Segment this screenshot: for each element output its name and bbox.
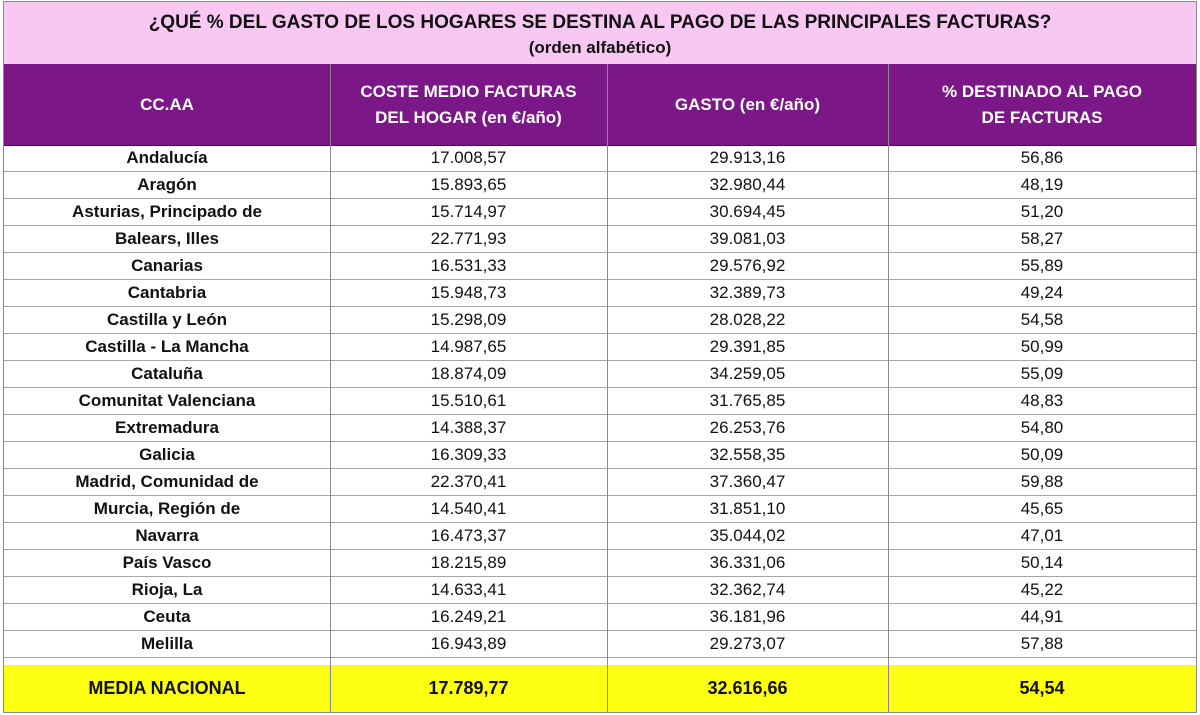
percent-cell: 48,83	[1020, 391, 1064, 410]
table-row	[4, 172, 1196, 199]
spending-cell: 34.259,05	[709, 364, 786, 383]
region-cell: Aragón	[137, 175, 197, 194]
table-row	[4, 631, 1196, 658]
spending-cell: 29.576,92	[709, 256, 786, 275]
region-cell: Navarra	[135, 526, 199, 545]
column-divider	[607, 64, 608, 712]
header-percent: % DESTINADO AL PAGO DE FACTURAS	[942, 81, 1142, 127]
table-row	[4, 442, 1196, 469]
percent-cell: 55,09	[1020, 364, 1064, 383]
percent-cell: 59,88	[1020, 472, 1064, 491]
region-cell: Melilla	[141, 634, 193, 653]
region-cell: Ceuta	[143, 607, 191, 626]
region-cell: Comunitat Valenciana	[78, 391, 256, 410]
bill-cost-cell: 16.473,37	[430, 526, 507, 545]
bill-cost-cell: 22.370,41	[430, 472, 507, 491]
bill-cost-cell: 14.987,65	[430, 337, 507, 356]
region-cell: Galicia	[139, 445, 195, 464]
bill-cost-cell: 18.874,09	[430, 364, 507, 383]
header-region: CC.AA	[140, 94, 194, 114]
spending-cell: 31.765,85	[709, 391, 786, 410]
spending-cell: 30.694,45	[709, 202, 786, 221]
percent-cell: 45,22	[1020, 580, 1064, 599]
table-row	[4, 307, 1196, 334]
table-row	[4, 415, 1196, 442]
table-row	[4, 604, 1196, 631]
region-cell: Castilla y León	[107, 310, 227, 329]
spending-cell: 32.980,44	[709, 175, 786, 194]
table-subtitle: (orden alfabético)	[528, 38, 672, 57]
table-row	[4, 226, 1196, 253]
bill-cost-cell: 15.893,65	[430, 175, 507, 194]
percent-cell: 47,01	[1020, 526, 1064, 545]
bill-cost-cell: 16.309,33	[430, 445, 507, 464]
region-cell: País Vasco	[122, 553, 212, 572]
bill-cost-cell: 14.388,37	[430, 418, 507, 437]
table-row	[4, 280, 1196, 307]
region-cell: Murcia, Región de	[93, 499, 241, 518]
bill-cost-cell: 17.008,57	[430, 148, 507, 167]
table-row	[4, 577, 1196, 604]
bill-cost-cell: 14.540,41	[430, 499, 507, 518]
spreadsheet-table	[3, 1, 1197, 713]
region-cell: Castilla - La Mancha	[85, 337, 249, 356]
footer-spending: 32.616,66	[707, 678, 788, 698]
spending-cell: 35.044,02	[709, 526, 786, 545]
header-row	[4, 64, 1196, 146]
table-row	[4, 361, 1196, 388]
region-cell: Andalucía	[126, 148, 208, 167]
region-cell: Extremadura	[115, 418, 219, 437]
footer-region: MEDIA NACIONAL	[88, 678, 246, 698]
region-cell: Madrid, Comunidad de	[75, 472, 259, 491]
spending-cell: 32.362,74	[709, 580, 786, 599]
percent-cell: 50,99	[1020, 337, 1064, 356]
column-divider	[330, 64, 331, 712]
spending-cell: 32.389,73	[709, 283, 786, 302]
percent-cell: 45,65	[1020, 499, 1064, 518]
spending-cell: 36.331,06	[709, 553, 786, 572]
table-row	[4, 469, 1196, 496]
spending-cell: 32.558,35	[709, 445, 786, 464]
table-row	[4, 334, 1196, 361]
bill-cost-cell: 16.943,89	[430, 634, 507, 653]
bill-cost-cell: 15.298,09	[430, 310, 507, 329]
table-row	[4, 388, 1196, 415]
spending-cell: 28.028,22	[709, 310, 786, 329]
region-cell: Asturias, Principado de	[72, 202, 262, 221]
spending-cell: 26.253,76	[709, 418, 786, 437]
bill-cost-cell: 16.249,21	[430, 607, 507, 626]
spending-cell: 29.913,16	[709, 148, 786, 167]
spending-cell: 36.181,96	[709, 607, 786, 626]
bill-cost-cell: 16.531,33	[430, 256, 507, 275]
bill-cost-cell: 14.633,41	[430, 580, 507, 599]
percent-cell: 55,89	[1020, 256, 1064, 275]
spending-cell: 29.273,07	[709, 634, 786, 653]
region-cell: Cantabria	[127, 283, 207, 302]
percent-cell: 48,19	[1020, 175, 1064, 194]
bill-cost-cell: 22.771,93	[430, 229, 507, 248]
percent-cell: 54,80	[1020, 418, 1064, 437]
column-divider	[888, 64, 889, 712]
table-row	[4, 253, 1196, 280]
percent-cell: 57,88	[1020, 634, 1064, 653]
percent-cell: 56,86	[1020, 148, 1064, 167]
table-row	[4, 523, 1196, 550]
bill-cost-cell: 18.215,89	[430, 553, 507, 572]
table-title-box	[4, 2, 1196, 65]
table-row	[4, 199, 1196, 226]
percent-cell: 49,24	[1020, 283, 1064, 302]
spending-cell: 37.360,47	[709, 472, 786, 491]
header-bill-cost: COSTE MEDIO FACTURAS DEL HOGAR (en €/año)	[360, 81, 577, 127]
spending-cell: 29.391,85	[709, 337, 786, 356]
percent-cell: 58,27	[1020, 229, 1064, 248]
bill-cost-cell: 15.510,61	[430, 391, 507, 410]
region-cell: Canarias	[131, 256, 203, 275]
bill-cost-cell: 15.948,73	[430, 283, 507, 302]
footer-percent: 54,54	[1019, 678, 1065, 698]
table-row	[4, 550, 1196, 577]
spending-cell: 39.081,03	[709, 229, 786, 248]
bill-cost-cell: 15.714,97	[430, 202, 507, 221]
percent-cell: 44,91	[1020, 607, 1064, 626]
percent-cell: 50,14	[1020, 553, 1064, 572]
table-row	[4, 145, 1196, 172]
percent-cell: 51,20	[1020, 202, 1064, 221]
spending-cell: 31.851,10	[709, 499, 786, 518]
region-cell: Rioja, La	[131, 580, 203, 599]
footer-bill-cost: 17.789,77	[428, 678, 509, 698]
table-title: ¿QUÉ % DEL GASTO DE LOS HOGARES SE DESTINA AL PAGO DE LAS PRINCIPALES FACTURAS?	[148, 12, 1052, 33]
region-cell: Cataluña	[131, 364, 203, 383]
table-row	[4, 496, 1196, 523]
percent-cell: 54,58	[1020, 310, 1064, 329]
national-average-row	[4, 665, 1196, 712]
region-cell: Balears, Illes	[115, 229, 219, 248]
percent-cell: 50,09	[1020, 445, 1064, 464]
header-spending: GASTO (en €/año)	[674, 94, 821, 114]
